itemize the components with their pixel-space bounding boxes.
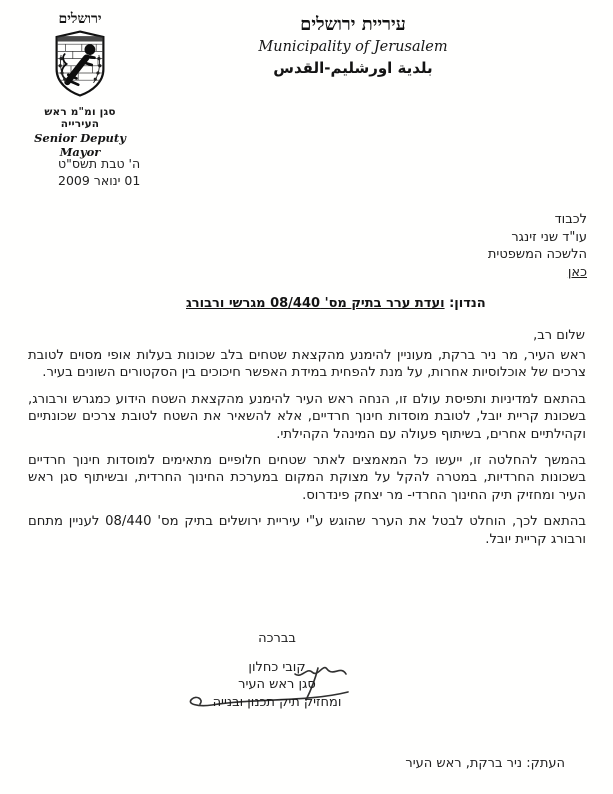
date-gregorian: 01 ינואר 2009: [58, 173, 141, 188]
org-title-block: [225, 14, 481, 77]
org-title-hebrew: עיריית ירושלים: [300, 14, 406, 35]
letter-body: [28, 347, 586, 557]
recipient-salutation: לכבוד: [554, 212, 587, 227]
closing-word: בברכה: [258, 631, 296, 646]
copy-line: העתק: ניר ברקת, ראש העיר: [405, 756, 565, 771]
date-block: [58, 155, 178, 189]
date-hebrew: ה' טבת תשס"ט: [58, 156, 141, 171]
jerusalem-emblem-icon: [51, 28, 109, 100]
signatory-name: קובי כחלון: [248, 659, 306, 675]
recipient-department: הלשכה המשפטית: [487, 247, 587, 262]
subject-prefix: הנדון:: [449, 296, 486, 311]
emblem-city-name: ירושלים: [58, 11, 102, 27]
greeting: שלום רב,: [533, 328, 585, 343]
subject-text: ועדת ערר בתיק מס' 08/440 מגרשי ורבורג: [186, 296, 445, 311]
recipient-name: עו"ד שני זינגר: [511, 229, 587, 245]
org-title-arabic: بلدية اورشليم-القدس: [273, 59, 433, 77]
office-title-english: Senior Deputy Mayor: [34, 131, 126, 159]
office-title-hebrew: סגן ומ"מ ראש העירייה: [44, 106, 116, 130]
signatory-title-line2: ומחזיק תיק תכנון ובנייה: [212, 694, 342, 710]
org-title-english: Municipality of Jerusalem: [258, 39, 448, 55]
recipient-block: [488, 211, 587, 281]
emblem-block: [28, 12, 132, 159]
letter-paragraph: בהתאם לכך, הוחלט לבטל את הערר שהוגש ע"י עיריית ירושלים בתיק מס' 08/440 לעניין מתחם ורבורג קריית יובל.: [28, 514, 586, 547]
signature-block: [193, 630, 361, 711]
signatory-title-line1: סגן ראש העיר: [238, 677, 316, 692]
subject-line: [186, 296, 486, 311]
letter-paragraph: בהמשך להחלטה זו, ייעשו כל המאמצים לאתר שטחים חלופיים מתאימים למוסדות חינוך חרדיים בשכונות החרדיות, במטרה להקל על מצוקת המקום במערכת החינוך החרדית, ובשיתוף סגן ראש העיר ומחזיק תיק החינוך החרדי- מר יצחק פינדרוס.: [28, 453, 586, 503]
letter-paragraph: ראש העיר, מר ניר ברקת, מעוניין להימנע מהקצאת שטחים בלב שכונות בעלות אופי מסוים לטובת צרכים של אוכלוסיות אחרות, על מנת להפחית במידת האפשר חיכוכים בין הסקטורים השונים בעיר.: [28, 348, 586, 381]
letter-paragraph: בהתאם למדיניות ותפיסת עולם זו, הנחה ראש העיר להימנע מהקצאת השטח הידוע כמגרש ורבורג, בשכונת קריית יובל, לטובת מוסדות חינוך חרדיים, אלא להשאיר את השטח לטובת צרכים שכונתיים וקהילתיים אחרים, בשיתוף פעולה עם המינהל הקהילתי.: [28, 391, 586, 442]
recipient-location: כאן: [567, 264, 587, 280]
